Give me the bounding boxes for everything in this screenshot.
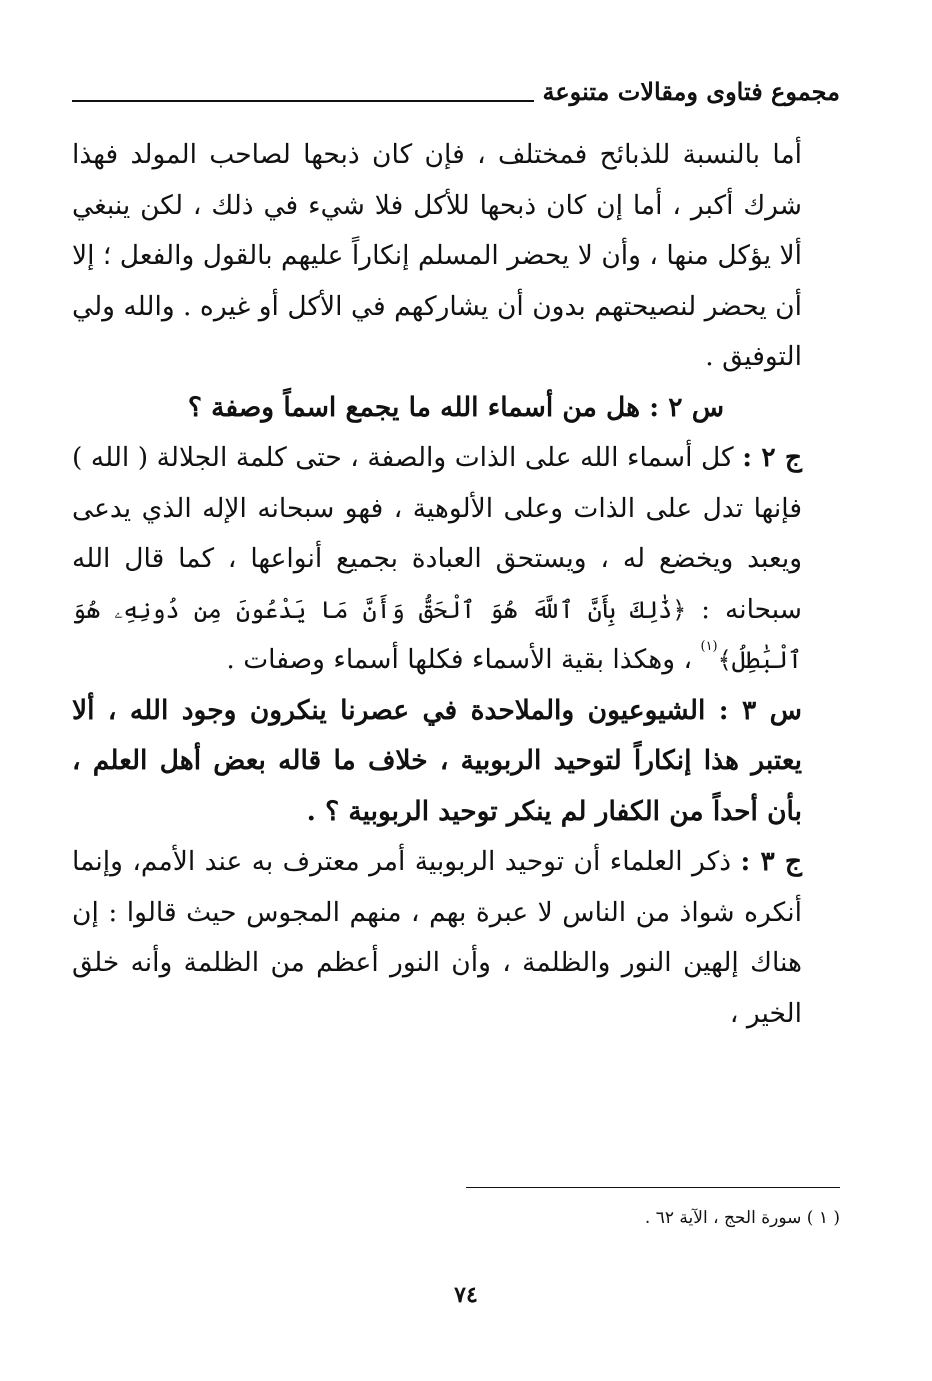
body-text [72, 130, 840, 1039]
page-number: ٧٤ [454, 1282, 478, 1308]
question-2: س ٢ : هل من أسماء الله ما يجمع اسماً وصفة ؟ [187, 391, 725, 423]
header-rule [72, 100, 534, 102]
paragraph-slaughter: أما بالنسبة للذبائح فمختلف ، فإن كان ذبحها لصاحب المولد فهذا شرك أكبر ، أما إن كان ذبحها للأكل فلا شيء في ذلك ، لكن ينبغي ألا يؤكل منها ، وأن لا يحضر المسلم إنكاراً عليهم بالقول والفعل ؛ إلا أن يحضر لنصيحتهم بدون أن يشاركهم في الأكل أو غيره . والله ولي التوفيق . [72, 139, 802, 372]
answer-2 [72, 433, 840, 686]
answer-2-closing: ، وهكذا بقية الأسماء فكلها أسماء وصفات . [226, 644, 693, 675]
answer-3 [72, 837, 840, 1039]
answer-2-text: كل أسماء الله على الذات والصفة ، حتى كلمة الجلالة ( الله ) فإنها تدل على الذات وعلى الألوهية ، فهو سبحانه الإله الذي يدعى ويعبد ويخضع له ، ويستحق العبادة بجميع أنواعها ، كما قال الله سبحانه : [72, 442, 802, 625]
question-3: س ٣ : الشيوعيون والملاحدة في عصرنا ينكرون وجود الله ، ألا يعتبر هذا إنكاراً لتوحيد الربوبية ، خلاف ما قاله بعض أهل العلم ، بأن أحداً من الكفار لم ينكر توحيد الربوبية ؟ . [72, 694, 802, 827]
answer-2-label: ج ٢ : [742, 442, 802, 473]
running-header [72, 72, 840, 106]
quran-verse: ﴿ذَٰلِكَ بِأَنَّ ٱللَّهَ هُوَ ٱلْحَقُّ وَأَنَّ مَا يَدْعُونَ مِن دُونِهِۦ هُوَ ٱلْبَٰطِلُ﴾ [72, 595, 802, 674]
footnote: ( ١ ) سورة الحج ، الآية ٦٢ . [644, 1208, 840, 1228]
book-title: مجموع فتاوى ومقالات متنوعة [542, 77, 840, 106]
footnote-rule [466, 1187, 840, 1188]
footnote-reference: (١) [700, 639, 718, 654]
answer-3-label: ج ٣ : [740, 846, 802, 877]
answer-3-text: ذكر العلماء أن توحيد الربوبية أمر معترف به عند الأمم، وإنما أنكره شواذ من الناس لا عبرة بهم ، منهم المجوس حيث قالوا : إن هناك إلهين النور والظلمة ، وأن النور أعظم من الظلمة وأنه خلق الخير ، [72, 846, 802, 1029]
